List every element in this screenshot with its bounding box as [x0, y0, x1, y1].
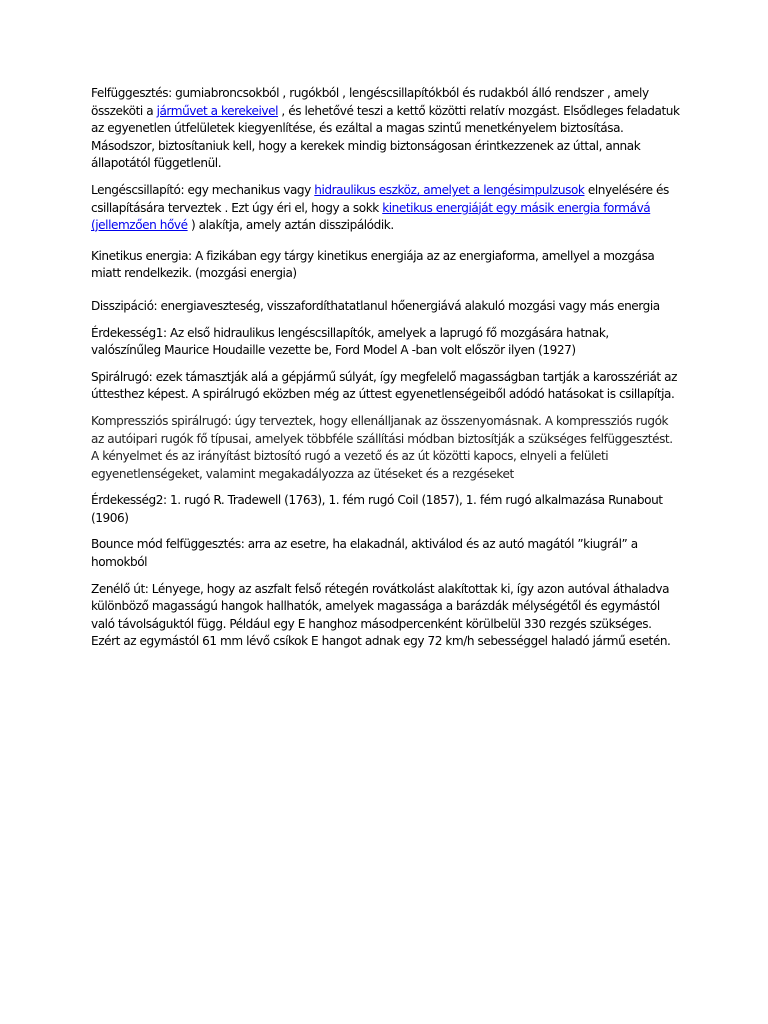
paragraph-text: Lengéscsillapító: egy mechanikus vagy — [91, 182, 315, 197]
link-hidraulikus-eszkoz[interactable]: hidraulikus eszköz, amelyet a lengésimpulzusok — [314, 182, 585, 197]
paragraph-kinetikus-energia: Kinetikus energia: A fizikában egy tárgy kinetikus energiája az az energiaforma, amellyel a mozgása miatt rendelkezik. (mozgási energia) — [91, 248, 655, 281]
paragraph-text: ) alakítja, amely aztán disszipálódik. — [187, 218, 394, 233]
document-page — [91, 85, 681, 651]
paragraph-text: elnyelésére és csillapítására terveztek . Ezt úgy éri el, hogy a sokk — [91, 182, 669, 215]
paragraph-felfuggesztes — [91, 85, 681, 173]
paragraph-spiralrugo: Spirálrugó: ezek támasztják alá a gépjármű súlyát, így megfelelő magasságban tartják a karosszériát az úttesthez képest. A spirálrugó eközben még az úttest egyenetlenségeiből adódó hatásokat is csillapítja. — [91, 369, 677, 402]
paragraph-text: Felfüggesztés: gumiabroncsokból , rugókból , lengéscsillapítókból és rudakból álló rendszer , amely összeköti a — [91, 86, 649, 118]
link-jarmuvet-a-kerekeivel[interactable]: járművet a kerekeivel — [156, 103, 279, 118]
paragraph-kompresszios-spiralrugo: Kompressziós spirálrugó: úgy terveztek, hogy ellenálljanak az összenyomásnak. A kompressziós rugók az autóipari rugók fő típusai, amelyek többféle szállítási módban biztosítják a szükséges felfüggesztést. A kényelmet és az irányítást biztosító rugó a vezető és az út közötti kapocs, elnyeli a felületi egyenetlenségeket, valamint megakadályozza az ütéseket és a rezgéseket — [91, 413, 673, 481]
paragraph-text: , és lehetővé teszi a kettő közötti relatív mozgást. Elsődleges feladatuk az egyenetlen útfelületek kiegyenlítése, és ezáltal a magas szintű menetkényelem biztosítása. Másodszor, biztosítaniuk kell, hogy a kerekek mindig biztonságosan érintkezzenek az úttal, annak állapotától függetlenül. — [91, 103, 680, 171]
paragraph-erdekesseg2: Érdekesség2: 1. rugó R. Tradewell (1763), 1. fém rugó Coil (1857), 1. fém rugó alkalmazása Runabout (1906) — [91, 493, 663, 525]
paragraph-bounce-mod: Bounce mód felfüggesztés: arra az esetre, ha elakadnál, aktiválod és az autó magától ”kiugrál” a homokból — [91, 537, 638, 570]
paragraph-zenelo-ut: Zenélő út: Lényege, hogy az aszfalt felső rétegén rovátkolást alakítottak ki, így azon autóval áthaladva különböző magasságú hangok hallhatók, amelyek magassága a barázdák mélységétől és egymástól való távolságuktól függ. Például egy E hanghoz másodpercenként körülbelül 330 rezgés szükséges. Ezért az egymástól 61 mm lévő csíkok E hangot adnak egy 72 km/h sebességgel haladó jármű esetén. — [91, 581, 671, 649]
paragraph-lengescsillapito — [91, 182, 681, 235]
paragraph-erdekesseg1: Érdekesség1: Az első hidraulikus lengéscsillapítók, amelyek a laprugó fő mozgására hatnak, valószínűleg Maurice Houdaille vezette be, Ford Model A -ban volt először ilyen (1927) — [91, 325, 609, 358]
link-kinetikus-energiajat[interactable]: kinetikus energiáját egy másik energia formává (jellemzően hővé — [91, 200, 651, 233]
paragraph-disszipacio: Disszipáció: energiaveszteség, visszafordíthatatlanul hőenergiává alakuló mozgási vagy más energia — [91, 298, 660, 313]
